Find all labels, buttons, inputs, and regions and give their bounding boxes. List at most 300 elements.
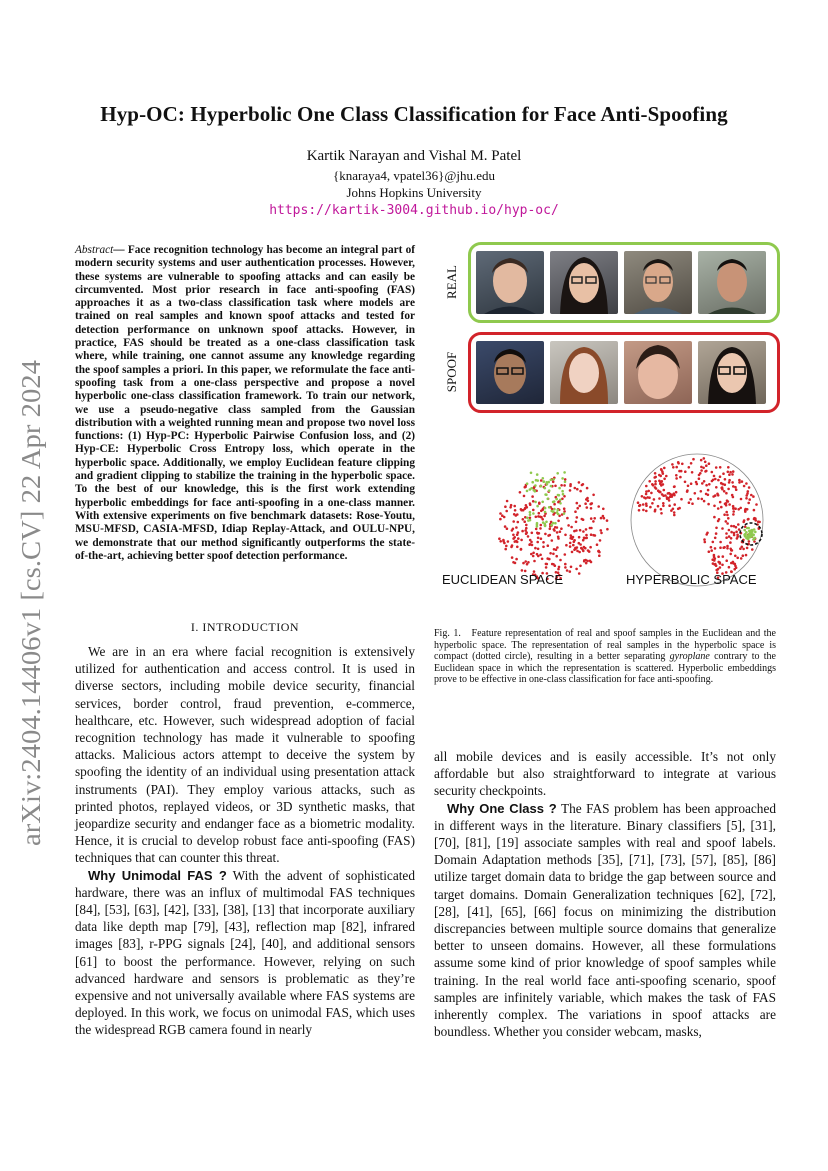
real-embedding-point bbox=[754, 531, 757, 534]
spoof-embedding-point bbox=[681, 463, 684, 466]
spoof-embedding-point bbox=[527, 535, 530, 538]
spoof-embedding-point bbox=[541, 558, 544, 561]
real-embedding-point bbox=[534, 484, 537, 487]
spoof-embedding-point bbox=[509, 506, 512, 509]
spoof-embedding-point bbox=[501, 514, 504, 517]
spoof-embedding-point bbox=[585, 528, 588, 531]
spoof-embedding-point bbox=[727, 517, 730, 520]
spoof-embedding-point bbox=[555, 555, 558, 558]
spoof-embedding-point bbox=[700, 469, 703, 472]
spoof-embedding-point bbox=[728, 529, 731, 532]
real-embedding-point bbox=[558, 487, 561, 490]
real-embedding-point bbox=[552, 478, 555, 481]
spoof-embedding-point bbox=[701, 482, 704, 485]
spoof-embedding-point bbox=[669, 493, 672, 496]
spoof-embedding-point bbox=[729, 471, 732, 474]
spoof-embedding-point bbox=[717, 568, 720, 571]
spoof-embedding-point bbox=[645, 510, 648, 513]
spoof-embedding-point bbox=[504, 548, 507, 551]
spoof-embedding-point bbox=[712, 541, 715, 544]
spoof-embedding-point bbox=[741, 480, 744, 483]
spoof-embedding-point bbox=[572, 544, 575, 547]
real-embedding-point bbox=[563, 512, 566, 515]
spoof-embedding-point bbox=[564, 534, 567, 537]
spoof-embedding-point bbox=[654, 472, 657, 475]
spoof-embedding-point bbox=[579, 543, 582, 546]
spoof-embedding-point bbox=[704, 461, 707, 464]
real-embedding-point bbox=[547, 498, 550, 501]
spoof-embedding-point bbox=[700, 459, 703, 462]
spoof-embedding-point bbox=[671, 495, 674, 498]
spoof-embedding-point bbox=[589, 560, 592, 563]
spoof-embedding-point bbox=[531, 532, 534, 535]
spoof-embedding-point bbox=[680, 498, 683, 501]
spoof-embedding-point bbox=[566, 569, 569, 572]
spoof-embedding-point bbox=[566, 517, 569, 520]
spoof-embedding-point bbox=[732, 485, 735, 488]
real-embedding-point bbox=[529, 519, 532, 522]
spoof-embedding-point bbox=[654, 483, 657, 486]
spoof-embedding-point bbox=[563, 507, 566, 510]
real-embedding-point bbox=[745, 531, 748, 534]
spoof-embedding-point bbox=[553, 548, 556, 551]
paragraph bbox=[434, 748, 776, 800]
real-embedding-point bbox=[744, 535, 747, 538]
spoof-embedding-point bbox=[578, 505, 581, 508]
spoof-embedding-point bbox=[658, 497, 661, 500]
spoof-embedding-point bbox=[536, 553, 539, 556]
spoof-embedding-point bbox=[728, 503, 731, 506]
spoof-embedding-point bbox=[715, 564, 718, 567]
spoof-embedding-point bbox=[665, 475, 668, 478]
spoof-embedding-point bbox=[557, 536, 560, 539]
spoof-embedding-point bbox=[719, 562, 722, 565]
spoof-embedding-point bbox=[592, 534, 595, 537]
spoof-embedding-point bbox=[654, 486, 657, 489]
spoof-embedding-point bbox=[563, 510, 566, 513]
spoof-embedding-point bbox=[707, 503, 710, 506]
spoof-embedding-point bbox=[657, 505, 660, 508]
real-embedding-point bbox=[749, 533, 752, 536]
spoof-embedding-point bbox=[512, 520, 515, 523]
paragraph-text: With the advent of sophisticated hardware, there was an influx of multimodal FAS techniques [84], [53], [63], [42], [33], [38], [13] that incorporate auxiliary data like depth map [79], [43], reflection map [82], infrared images [83], r-PPG signals [24], [40], and additional sensors [61] to boost the performance. However, relying on such advanced hardware and sensors is problematic as they’re expensive and not universally available where FAS systems are deployed. In this work, we focus on unimodal FAS, which uses the widespread RGB camera found in nearly bbox=[75, 867, 415, 1038]
spoof-embedding-point bbox=[758, 521, 761, 524]
spoof-embedding-point bbox=[690, 462, 693, 465]
spoof-embedding-point bbox=[552, 563, 555, 566]
spoof-embedding-point bbox=[747, 502, 750, 505]
spoof-embedding-point bbox=[514, 562, 517, 565]
spoof-embedding-point bbox=[642, 509, 645, 512]
spoof-embedding-point bbox=[748, 540, 751, 543]
real-embedding-point bbox=[531, 481, 534, 484]
spoof-embedding-point bbox=[507, 540, 510, 543]
spoof-embedding-point bbox=[549, 528, 552, 531]
spoof-embedding-point bbox=[521, 530, 524, 533]
paper-authors: Kartik Narayan and Vishal M. Patel bbox=[306, 148, 522, 164]
spoof-embedding-point bbox=[725, 520, 728, 523]
real-embedding-point bbox=[544, 507, 547, 510]
spoof-embedding-point bbox=[544, 533, 547, 536]
spoof-embedding-point bbox=[732, 505, 735, 508]
real-embedding-point bbox=[552, 510, 555, 513]
spoof-embedding-point bbox=[713, 554, 716, 557]
real-embedding-point bbox=[540, 485, 543, 488]
spoof-embedding-point bbox=[679, 476, 682, 479]
real-embedding-point bbox=[544, 525, 547, 528]
spoof-embedding-point bbox=[698, 477, 701, 480]
spoof-embedding-point bbox=[713, 516, 716, 519]
spoof-embedding-point bbox=[585, 534, 588, 537]
spoof-embedding-point bbox=[663, 478, 666, 481]
spoof-embedding-point bbox=[552, 481, 555, 484]
spoof-embedding-point bbox=[717, 555, 720, 558]
spoof-embedding-point bbox=[651, 502, 654, 505]
spoof-embedding-point bbox=[729, 553, 732, 556]
spoof-embedding-point bbox=[537, 537, 540, 540]
real-embedding-point bbox=[558, 494, 561, 497]
figure-caption bbox=[434, 628, 776, 686]
spoof-embedding-point bbox=[724, 478, 727, 481]
spoof-embedding-point bbox=[579, 565, 582, 568]
spoof-embedding-point bbox=[505, 510, 508, 513]
spoof-embedding-point bbox=[677, 508, 680, 511]
spoof-embedding-point bbox=[506, 500, 509, 503]
spoof-embedding-point bbox=[732, 513, 735, 516]
real-embedding-point bbox=[544, 487, 547, 490]
spoof-embedding-point bbox=[735, 531, 738, 534]
spoof-embedding-point bbox=[597, 505, 600, 508]
spoof-embedding-point bbox=[722, 555, 725, 558]
spoof-embedding-point bbox=[662, 502, 665, 505]
spoof-embedding-point bbox=[700, 490, 703, 493]
spoof-embedding-point bbox=[502, 539, 505, 542]
spoof-embedding-point bbox=[724, 503, 727, 506]
spoof-embedding-point bbox=[738, 479, 741, 482]
spoof-embedding-point bbox=[585, 562, 588, 565]
spoof-embedding-point bbox=[570, 566, 573, 569]
spoof-embedding-point bbox=[578, 536, 581, 539]
spoof-embedding-point bbox=[569, 570, 572, 573]
spoof-embedding-point bbox=[569, 545, 572, 548]
real-embedding-point bbox=[552, 522, 555, 525]
spoof-face-image bbox=[624, 341, 692, 404]
spoof-embedding-point bbox=[583, 537, 586, 540]
spoof-embedding-point bbox=[677, 461, 680, 464]
arxiv-stamp bbox=[10, 358, 50, 848]
spoof-embedding-point bbox=[752, 495, 755, 498]
spoof-embedding-point bbox=[670, 509, 673, 512]
spoof-embedding-point bbox=[673, 492, 676, 495]
spoof-embedding-point bbox=[525, 532, 528, 535]
spoof-embedding-point bbox=[564, 566, 567, 569]
spoof-embedding-point bbox=[708, 550, 711, 553]
spoof-embedding-point bbox=[673, 486, 676, 489]
spoof-embedding-point bbox=[645, 490, 648, 493]
spoof-embedding-point bbox=[691, 502, 694, 505]
spoof-embedding-point bbox=[725, 559, 728, 562]
spoof-embedding-point bbox=[515, 526, 518, 529]
spoof-embedding-point bbox=[722, 472, 725, 475]
spoof-embedding-point bbox=[569, 483, 572, 486]
spoof-embedding-point bbox=[565, 544, 568, 547]
real-embedding-point bbox=[746, 527, 749, 530]
spoof-embedding-point bbox=[525, 504, 528, 507]
spoof-embedding-point bbox=[692, 458, 695, 461]
spoof-embedding-point bbox=[730, 531, 733, 534]
caption-text: contrary to the Euclidean space in which the representation is scattered. Hyperbolic embeddings prove to be effective in one-class classification for face anti-spoofing. bbox=[434, 651, 776, 686]
spoof-embedding-point bbox=[575, 529, 578, 532]
abstract-text: Face recognition technology has become an integral part of modern security systems and user authentication processes. However, these systems are vulnerable to spoofing attacks and can easily be circumvented. Most prior research in face anti-spoofing (FAS) approaches it as a two-class classification task where models are trained on real samples and known spoof attacks and tested for detection performance on unknown spoof attacks. However, in practice, FAS should be treated as a one-class classification task where, while training, one cannot assume any knowledge regarding the spoof samples a priori. In this paper, we reformulate the face anti-spoofing task from a one-class perspective and propose a novel hyperbolic one-class classification framework. To train our network, we use a pseudo-negative class sampled from the Gaussian distribution with a weighted running mean and propose two novel loss functions: (1) Hyp-PC: Hyperbolic Pairwise Confusion loss, and (2) Hyp-CE: Hyperbolic Cross Entropy loss, which operate in the hyperbolic space. Additionally, we employ Euclidean feature clipping and gradient clipping to stabilize the training in the hyperbolic space. To the best of our knowledge, this is the first work extending hyperbolic embeddings for face anti-spoofing in a one-class manner. With extensive experiments on five benchmark datasets: Rose-Youtu, MSU-MFSD, CASIA-MFSD, Idiap Replay-Attack, and OULU-NPU, we demonstrate that our method significantly outperforms the state-of-the-art, achieving better spoof detection performance. bbox=[75, 244, 415, 562]
spoof-embedding-point bbox=[540, 524, 543, 527]
spoof-embedding-point bbox=[532, 555, 535, 558]
spoof-embedding-point bbox=[499, 540, 502, 543]
spoof-embedding-point bbox=[725, 492, 728, 495]
spoof-embedding-point bbox=[593, 517, 596, 520]
spoof-embedding-point bbox=[658, 490, 661, 493]
spoof-embedding-point bbox=[592, 520, 595, 523]
spoof-embedding-point bbox=[688, 466, 691, 469]
spoof-embedding-point bbox=[708, 462, 711, 465]
spoof-embedding-point bbox=[660, 512, 663, 515]
spoof-embedding-point bbox=[703, 500, 706, 503]
real-embedding-point bbox=[545, 521, 548, 524]
spoof-embedding-point bbox=[687, 485, 690, 488]
spoof-embedding-point bbox=[708, 483, 711, 486]
spoof-embedding-point bbox=[660, 484, 663, 487]
spoof-embedding-point bbox=[539, 554, 542, 557]
spoof-embedding-point bbox=[532, 500, 535, 503]
spoof-embedding-point bbox=[721, 527, 724, 530]
spoof-embedding-point bbox=[499, 512, 502, 515]
spoof-embedding-point bbox=[745, 497, 748, 500]
real-embedding-point bbox=[526, 490, 529, 493]
spoof-embedding-point bbox=[573, 540, 576, 543]
real-embedding-point bbox=[542, 477, 545, 480]
spoof-embedding-point bbox=[703, 538, 706, 541]
real-face-image bbox=[476, 251, 544, 314]
spoof-embedding-point bbox=[717, 520, 720, 523]
spoof-embedding-point bbox=[583, 559, 586, 562]
real-embedding-point bbox=[563, 471, 566, 474]
real-embedding-point bbox=[532, 512, 535, 515]
spoof-embedding-point bbox=[654, 509, 657, 512]
spoof-embedding-point bbox=[736, 535, 739, 538]
spoof-embedding-point bbox=[663, 489, 666, 492]
spoof-embedding-point bbox=[715, 532, 718, 535]
real-embedding-point bbox=[536, 525, 539, 528]
spoof-embedding-point bbox=[649, 506, 652, 509]
spoof-embedding-point bbox=[739, 507, 742, 510]
spoof-embedding-point bbox=[729, 548, 732, 551]
spoof-embedding-point bbox=[586, 487, 589, 490]
spoof-embedding-point bbox=[727, 488, 730, 491]
real-embedding-point bbox=[542, 480, 545, 483]
spoof-embedding-point bbox=[680, 470, 683, 473]
spoof-embedding-point bbox=[721, 564, 724, 567]
spoof-embedding-point bbox=[643, 496, 646, 499]
spoof-embedding-point bbox=[711, 471, 714, 474]
spoof-embedding-point bbox=[510, 546, 513, 549]
spoof-embedding-point bbox=[641, 495, 644, 498]
spoof-embedding-point bbox=[701, 498, 704, 501]
spoof-embedding-point bbox=[726, 545, 729, 548]
spoof-embedding-point bbox=[691, 471, 694, 474]
real-face-image bbox=[550, 251, 618, 314]
spoof-embedding-point bbox=[538, 512, 541, 515]
spoof-embedding-point bbox=[515, 514, 518, 517]
spoof-embedding-point bbox=[637, 501, 640, 504]
spoof-embedding-point bbox=[517, 521, 520, 524]
spoof-embedding-point bbox=[504, 505, 507, 508]
spoof-embedding-point bbox=[506, 527, 509, 530]
spoof-embedding-point bbox=[720, 506, 723, 509]
spoof-embedding-point bbox=[575, 568, 578, 571]
spoof-embedding-point bbox=[537, 532, 540, 535]
spoof-embedding-point bbox=[581, 484, 584, 487]
spoof-embedding-point bbox=[705, 484, 708, 487]
spoof-embedding-point bbox=[540, 510, 543, 513]
spoof-embedding-point bbox=[598, 554, 601, 557]
spoof-embedding-point bbox=[661, 480, 664, 483]
spoof-embedding-point bbox=[537, 515, 540, 518]
caption-emphasis: gyroplane bbox=[669, 651, 710, 663]
spoof-embedding-point bbox=[574, 510, 577, 513]
spoof-embedding-point bbox=[653, 498, 656, 501]
euclidean-space-label: EUCLIDEAN SPACE bbox=[442, 572, 564, 587]
spoof-embedding-point bbox=[695, 481, 698, 484]
real-embedding-point bbox=[534, 501, 537, 504]
real-embedding-point bbox=[555, 498, 558, 501]
real-embedding-point bbox=[541, 501, 544, 504]
spoof-embedding-point bbox=[647, 490, 650, 493]
spoof-embedding-point bbox=[602, 508, 605, 511]
spoof-embedding-point bbox=[653, 476, 656, 479]
spoof-embedding-point bbox=[671, 463, 674, 466]
real-embedding-point bbox=[561, 477, 564, 480]
real-embedding-point bbox=[553, 508, 556, 511]
spoof-embedding-point bbox=[516, 541, 519, 544]
spoof-embedding-point bbox=[734, 555, 737, 558]
real-embedding-point bbox=[554, 522, 557, 525]
spoof-embedding-point bbox=[726, 499, 729, 502]
real-embedding-point bbox=[545, 481, 548, 484]
spoof-embedding-point bbox=[662, 505, 665, 508]
spoof-embedding-point bbox=[707, 489, 710, 492]
real-face-image bbox=[698, 251, 766, 314]
spoof-embedding-point bbox=[710, 549, 713, 552]
spoof-embedding-point bbox=[546, 563, 549, 566]
spoof-embedding-point bbox=[719, 541, 722, 544]
spoof-embedding-point bbox=[581, 518, 584, 521]
spoof-embedding-point bbox=[581, 548, 584, 551]
spoof-embedding-point bbox=[703, 457, 706, 460]
spoof-embedding-point bbox=[729, 541, 732, 544]
arxiv-stamp-text: arXiv:2404.14406v1 [cs.CV] 22 Apr 2024 bbox=[16, 388, 46, 846]
spoof-embedding-point bbox=[599, 539, 602, 542]
author-emails: {knaraya4, vpatel36}@jhu.edu bbox=[333, 168, 495, 183]
abstract bbox=[75, 244, 415, 563]
spoof-embedding-point bbox=[503, 542, 506, 545]
spoof-embedding-point bbox=[697, 497, 700, 500]
paper-title: Hyp-OC: Hyperbolic One Class Classification for Face Anti-Spoofing bbox=[100, 102, 728, 126]
spoof-embedding-point bbox=[532, 552, 535, 555]
spoof-embedding-point bbox=[499, 518, 502, 521]
spoof-embedding-point bbox=[720, 487, 723, 490]
spoof-embedding-point bbox=[675, 491, 678, 494]
spoof-embedding-point bbox=[582, 530, 585, 533]
real-embedding-point bbox=[556, 511, 559, 514]
spoof-embedding-point bbox=[513, 536, 516, 539]
spoof-embedding-point bbox=[517, 537, 520, 540]
spoof-embedding-point bbox=[732, 507, 735, 510]
spoof-embedding-point bbox=[748, 498, 751, 501]
spoof-face-image bbox=[550, 341, 618, 404]
spoof-embedding-point bbox=[717, 479, 720, 482]
spoof-embedding-point bbox=[606, 528, 609, 531]
spoof-embedding-point bbox=[748, 486, 751, 489]
spoof-embedding-point bbox=[549, 552, 552, 555]
spoof-embedding-point bbox=[651, 483, 654, 486]
spoof-embedding-point bbox=[728, 481, 731, 484]
spoof-embedding-point bbox=[746, 547, 749, 550]
real-embedding-point bbox=[559, 502, 562, 505]
spoof-embedding-point bbox=[547, 544, 550, 547]
spoof-embedding-point bbox=[733, 532, 736, 535]
spoof-embedding-point bbox=[725, 536, 728, 539]
spoof-embedding-point bbox=[742, 554, 745, 557]
spoof-embedding-point bbox=[516, 546, 519, 549]
spoof-embedding-point bbox=[645, 493, 648, 496]
spoof-embedding-point bbox=[733, 525, 736, 528]
spoof-embedding-point bbox=[735, 488, 738, 491]
spoof-embedding-point bbox=[533, 560, 536, 563]
spoof-embedding-point bbox=[535, 528, 538, 531]
spoof-embedding-point bbox=[642, 503, 645, 506]
run-in-heading: Why Unimodal FAS ? bbox=[88, 867, 227, 883]
real-embedding-point bbox=[753, 528, 756, 531]
spoof-embedding-point bbox=[704, 541, 707, 544]
spoof-embedding-point bbox=[744, 508, 747, 511]
project-url[interactable]: https://kartik-3004.github.io/hyp-oc/ bbox=[269, 203, 559, 218]
spoof-embedding-point bbox=[560, 484, 563, 487]
abstract-label: Abstract bbox=[75, 244, 114, 256]
spoof-embedding-point bbox=[591, 502, 594, 505]
spoof-embedding-point bbox=[703, 480, 706, 483]
spoof-embedding-point bbox=[588, 550, 591, 553]
spoof-embedding-point bbox=[556, 526, 559, 529]
paragraph-text: all mobile devices and is easily accessible. It’s not only affordable but also straightforward to integrate at various security checkpoints. bbox=[434, 749, 776, 799]
spoof-embedding-point bbox=[712, 495, 715, 498]
spoof-embedding-point bbox=[705, 533, 708, 536]
spoof-embedding-point bbox=[590, 507, 593, 510]
spoof-embedding-point bbox=[525, 524, 528, 527]
spoof-embedding-point bbox=[512, 528, 515, 531]
spoof-embedding-point bbox=[714, 557, 717, 560]
spoof-embedding-point bbox=[554, 485, 557, 488]
spoof-embedding-point bbox=[572, 536, 575, 539]
spoof-embedding-point bbox=[675, 474, 678, 477]
spoof-embedding-point bbox=[714, 537, 717, 540]
spoof-embedding-point bbox=[596, 543, 599, 546]
real-face-image bbox=[624, 251, 692, 314]
spoof-embedding-point bbox=[564, 563, 567, 566]
real-embedding-point bbox=[544, 493, 547, 496]
spoof-embedding-point bbox=[525, 527, 528, 530]
spoof-embedding-point bbox=[731, 494, 734, 497]
spoof-embedding-point bbox=[530, 553, 533, 556]
real-embedding-point bbox=[529, 511, 532, 514]
spoof-embedding-point bbox=[648, 480, 651, 483]
